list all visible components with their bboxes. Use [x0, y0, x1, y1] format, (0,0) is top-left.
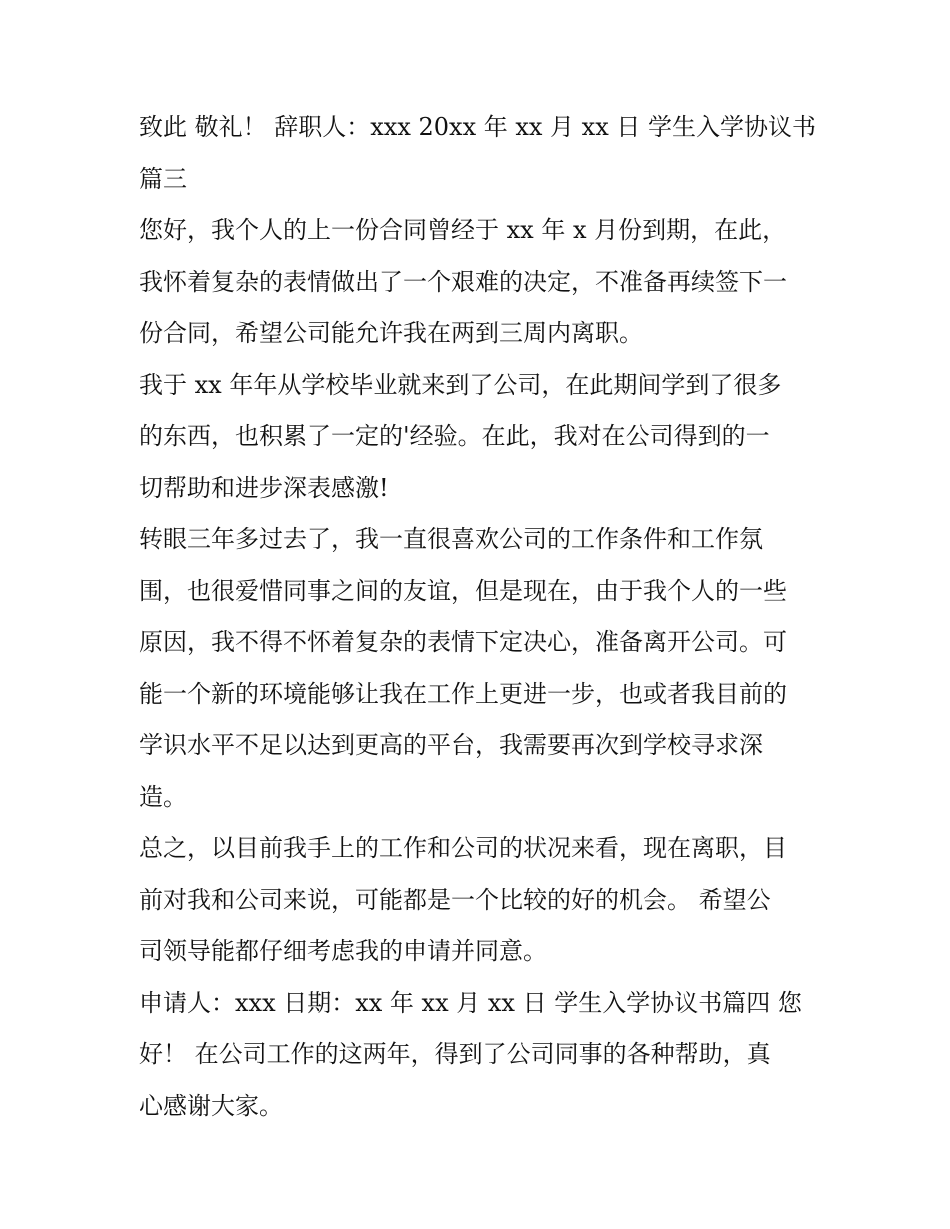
text-line: 致此 敬礼！ 辞职人：xxx 20xx 年 xx 月 xx 日 学生入学协议书: [139, 113, 817, 141]
text-line: 围，也很爱惜同事之间的友谊，但是现在，由于我个人的一些: [139, 576, 787, 605]
text-line: 我于 xx 年年从学校毕业就来到了公司，在此期间学到了很多: [139, 370, 782, 399]
text-line: 心感谢大家。: [139, 1091, 283, 1120]
text-line: 学识水平不足以达到更高的平台，我需要再次到学校寻求深: [139, 731, 763, 759]
text-line: 转眼三年多过去了，我一直很喜欢公司的工作条件和工作氛: [139, 525, 763, 553]
text-line: 的东西，也积累了一定的'经验。在此，我对在公司得到的一: [139, 422, 770, 450]
text-line: 您好，我个人的上一份合同曾经于 xx 年 x 月份到期，在此，: [139, 216, 787, 244]
text-line: 切帮助和进步深表感激!: [139, 473, 389, 502]
text-line: 申请人：xxx 日期：xx 年 xx 月 xx 日 学生入学协议书篇四 您: [139, 988, 802, 1017]
text-line: 我怀着复杂的表情做出了一个艰难的决定，不准备再续签下一: [139, 267, 787, 296]
text-line: 篇三: [139, 164, 187, 193]
text-line: 原因，我不得不怀着复杂的表情下定决心，准备离开公司。可: [139, 628, 787, 656]
text-line: 司领导能都仔细考虑我的申请并同意。: [139, 937, 547, 965]
text-line: 能一个新的环境能够让我在工作上更进一步，也或者我目前的: [139, 679, 787, 708]
text-line: 总之，以目前我手上的工作和公司的状况来看，现在离职，目: [139, 834, 787, 862]
text-line: 造。: [139, 782, 187, 811]
text-line: 好！ 在公司工作的这两年，得到了公司同事的各种帮助，真: [139, 1040, 771, 1068]
document-body: [139, 102, 819, 1132]
text-line: 前对我和公司来说，可能都是一个比较的好的机会。 希望公: [139, 885, 771, 914]
text-line: 份合同，希望公司能允许我在两到三周内离职。: [139, 319, 643, 347]
